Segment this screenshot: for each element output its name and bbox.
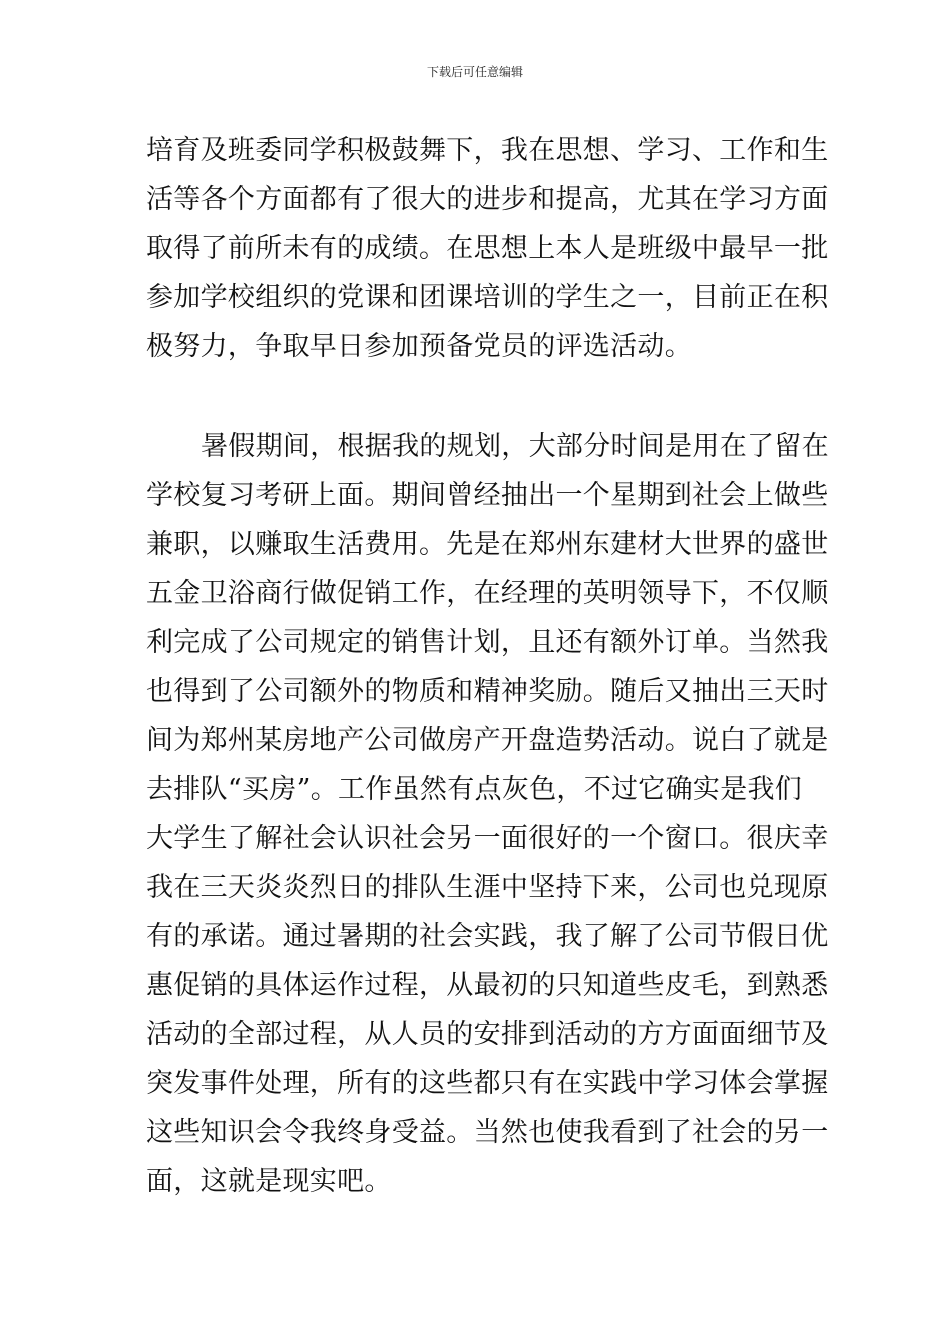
paragraph-line: 也得到了公司额外的物质和精神奖励。随后又抽出三天时 <box>146 676 829 707</box>
paragraph-2 <box>146 422 829 1206</box>
paragraph-line: 活动的全部过程，从人员的安排到活动的方方面面细节及 <box>146 1019 829 1050</box>
paragraph-line: 惠促销的具体运作过程，从最初的只知道些皮毛，到熟悉 <box>146 970 829 1001</box>
paragraph-line: 取得了前所未有的成绩。在思想上本人是班级中最早一批 <box>146 233 829 264</box>
paragraph-line: 兼职，以赚取生活费用。先是在郑州东建材大世界的盛世 <box>146 529 829 560</box>
paragraph-line: 大学生了解社会认识社会另一面很好的一个窗口。很庆幸 <box>146 823 829 854</box>
paragraph-line: 参加学校组织的党课和团课培训的学生之一，目前正在积 <box>146 282 829 313</box>
paragraph-line: 我在三天炎炎烈日的排队生涯中坚持下来，公司也兑现原 <box>146 872 829 903</box>
paragraph-line: 去排队“买房”。工作虽然有点灰色，不过它确实是我们 <box>146 774 803 805</box>
paragraph-line: 学校复习考研上面。期间曾经抽出一个星期到社会上做些 <box>146 480 829 511</box>
paragraph-line: 间为郑州某房地产公司做房产开盘造势活动。说白了就是 <box>146 725 829 756</box>
paragraph-line: 这些知识会令我终身受益。当然也使我看到了社会的另一 <box>146 1117 829 1148</box>
paragraph-line: 培育及班委同学积极鼓舞下，我在思想、学习、工作和生 <box>146 135 829 166</box>
paragraph-line: 突发事件处理，所有的这些都只有在实践中学习体会掌握 <box>146 1068 829 1099</box>
paragraph-line: 极努力，争取早日参加预备党员的评选活动。 <box>146 331 692 362</box>
paragraph-line: 利完成了公司规定的销售计划，且还有额外订单。当然我 <box>146 627 829 658</box>
page-header: 下载后可任意编辑 <box>426 65 523 79</box>
paragraph-line: 活等各个方面都有了很大的进步和提高，尤其在学习方面 <box>146 184 829 215</box>
paragraph-1 <box>146 126 829 371</box>
paragraph-line: 面，这就是现实吧。 <box>146 1166 392 1197</box>
paragraph-line: 有的承诺。通过暑期的社会实践，我了解了公司节假日优 <box>146 921 829 952</box>
paragraph-line: 五金卫浴商行做促销工作，在经理的英明领导下，不仅顺 <box>146 578 829 609</box>
paragraph-line: 暑假期间，根据我的规划，大部分时间是用在了留在 <box>201 431 829 462</box>
